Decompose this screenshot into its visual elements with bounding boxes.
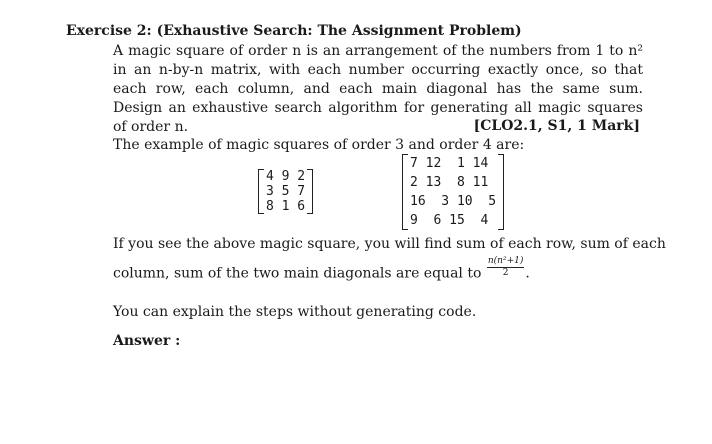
left-bracket	[258, 169, 264, 214]
summary-line-1: If you see the above magic square, you will find sum of each row, sum of each	[113, 236, 666, 252]
left-bracket	[402, 154, 408, 230]
paragraph-text: A magic square of order n is an arrangement of the numbers from 1 to n² in an n-by-n matrix, with each number occurring exactly once, so that each row, each column, and each main diagonal has the same sum. Design an exhaustive search algorithm for generating all magic squares of order n.	[113, 43, 643, 135]
right-bracket	[498, 154, 504, 230]
magic-square-order-3	[258, 169, 313, 214]
clo-marks: [CLO2.1, S1, 1 Mark]	[473, 118, 640, 134]
instruction-text: You can explain the steps without generating code.	[113, 304, 477, 320]
matrix-row: 7 12 1 14	[410, 156, 489, 171]
magic-constant-formula	[487, 256, 525, 279]
matrix-row: 8 1 6	[266, 199, 306, 214]
matrix-row: 9 6 15 4	[410, 213, 489, 228]
matrix-row: 16 3 10 5	[410, 194, 497, 209]
formula-numerator: n(n²+1)	[487, 256, 524, 266]
right-bracket	[307, 169, 313, 214]
answer-label: Answer :	[113, 333, 181, 349]
formula-period: .	[525, 265, 530, 282]
matrix-row: 4 9 2	[266, 169, 306, 184]
summary-line-2	[113, 256, 653, 285]
summary-line-2-text: column, sum of the two main diagonals are equal to	[113, 265, 482, 282]
matrix-row: 2 13 8 11	[410, 175, 489, 190]
examples-intro: The example of magic squares of order 3 and order 4 are:	[113, 137, 525, 153]
formula-denominator: 2	[502, 268, 509, 278]
magic-square-order-4	[402, 154, 504, 230]
exercise-title: Exercise 2: (Exhaustive Search: The Assignment Problem)	[66, 23, 522, 39]
matrix-row: 3 5 7	[266, 184, 306, 199]
